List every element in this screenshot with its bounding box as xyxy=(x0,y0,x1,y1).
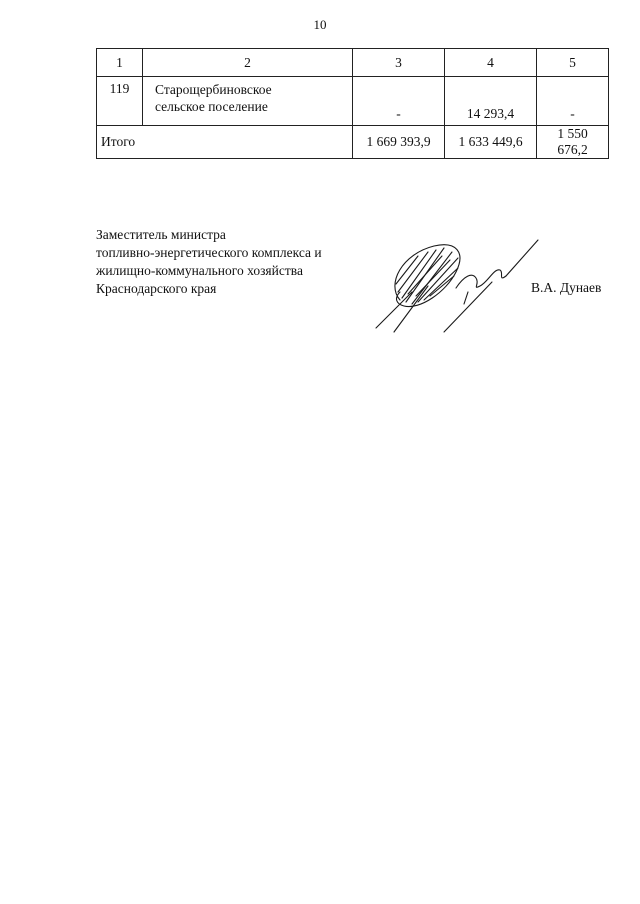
row-number: 119 xyxy=(97,77,143,126)
signer-title-line: топливно-энергетического комплекса и xyxy=(96,245,322,260)
page-number: 10 xyxy=(313,17,327,32)
header-cell: 3 xyxy=(353,49,445,77)
header-cell: 1 xyxy=(97,49,143,77)
table-header-row xyxy=(97,49,609,77)
header-cell: 5 xyxy=(537,49,609,77)
signer-title-line: Заместитель министра xyxy=(96,227,226,242)
header-cell: 4 xyxy=(445,49,537,77)
row-name-line: сельское поселение xyxy=(155,99,268,114)
data-table xyxy=(96,48,609,159)
row-name-line: Старощербиновское xyxy=(155,82,272,97)
signer-title-line: Краснодарского края xyxy=(96,281,217,296)
total-value-col5: 1 550 676,2 xyxy=(537,126,609,159)
signature-block xyxy=(96,226,396,298)
signer-title-line: жилищно-коммунального хозяйства xyxy=(96,263,303,278)
row-name xyxy=(143,77,353,126)
row-value-col3: - xyxy=(353,77,445,126)
total-value-col4: 1 633 449,6 xyxy=(445,126,537,159)
row-value-col4: 14 293,4 xyxy=(445,77,537,126)
header-cell: 2 xyxy=(143,49,353,77)
handwritten-signature xyxy=(372,232,542,336)
table-row xyxy=(97,77,609,126)
total-row xyxy=(97,126,609,159)
row-value-col5: - xyxy=(537,77,609,126)
total-label: Итого xyxy=(97,126,353,159)
total-value-col3: 1 669 393,9 xyxy=(353,126,445,159)
signer-name: В.А. Дунаев xyxy=(531,280,602,295)
